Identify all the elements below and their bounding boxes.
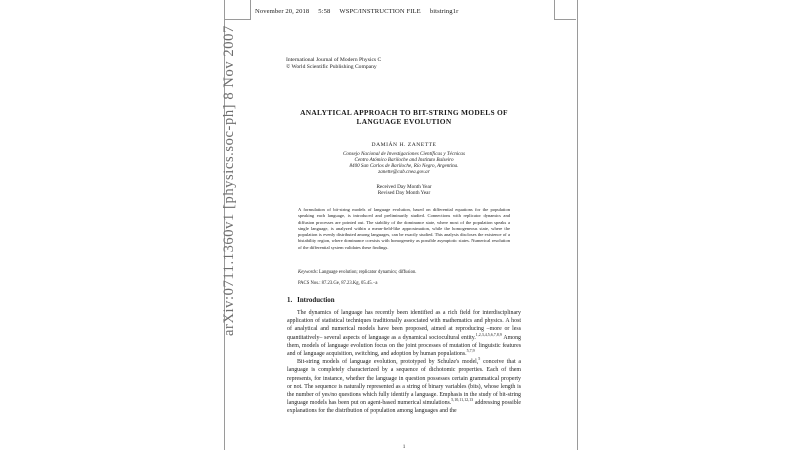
title-line-2: LANGUAGE EVOLUTION <box>356 117 452 126</box>
affiliation <box>287 151 521 175</box>
revised-line: Revised Day Month Year <box>377 190 431 197</box>
page-number: 1 <box>402 444 406 450</box>
keywords-label: Keywords <box>298 270 317 275</box>
journal-info <box>286 57 381 71</box>
paragraph-text: addressing possible explanations for the distribution of population among languages and the <box>287 400 521 415</box>
section-number: 1. <box>287 297 293 304</box>
pacs-numbers: PACS Nos.: 87.23.Ge, 87.23.Kg, 05.45.−a <box>298 281 378 286</box>
author-email: zanette@cab.cnea.gov.ar <box>378 169 430 176</box>
keywords <box>298 270 510 275</box>
journal-name: International Journal of Modern Physics C <box>286 57 382 63</box>
header-file: WSPC/INSTRUCTION FILE <box>339 8 421 15</box>
affiliation-line: Consejo Nacional de Investigaciones Científicas y Técnicas <box>343 151 465 157</box>
crop-mark <box>224 19 251 20</box>
keywords-text: : Language evolution; replicator dynamics; diffusion. <box>316 270 417 275</box>
paper-title <box>287 108 521 126</box>
paragraph-text: conceive that a language is completely characterized by a sequence of dichotomic properties. Each of them represents, for instance, whether the language in question possesses certain grammatical property or not. The sequence is naturally represented as a string of binary variables (bits), whose length is the number of yes/no questions which fully identify a language. Emphasis in the study of bit-string language models has been put on agent-based numerical simulations. <box>287 359 521 407</box>
section-title: Introduction <box>297 297 335 304</box>
header-time: 5:58 <box>318 8 331 15</box>
title-line-1: ANALYTICAL APPROACH TO BIT-STRING MODELS OF <box>300 108 508 117</box>
body-text <box>287 309 521 416</box>
affiliation-line: Centro Atómico Bariloche and Instituto Balseiro <box>354 157 454 164</box>
received-line: Received Day Month Year <box>376 184 432 190</box>
crop-mark <box>250 0 251 20</box>
citation: 1,2,3,4,5,6,7,8,9 <box>475 331 502 337</box>
paragraph <box>287 309 521 358</box>
paragraph-text: Bit-string models of language evolution, prototyped by Schulze's model, <box>297 359 479 366</box>
journal-copyright: © World Scientific Publishing Company <box>286 64 377 71</box>
section-heading <box>287 297 335 304</box>
paragraph-text: Among them, models of language evolution focus on the joint processes of mutation of linguistic features and of language acquisition, switching, and adoption by human populations. <box>287 334 521 358</box>
citation: 5,7,9 <box>466 348 475 354</box>
affiliation-line: 8400 San Carlos de Bariloche, Río Negro, Argentina. <box>349 163 459 170</box>
header-date: November 20, 2018 <box>255 8 310 15</box>
received-dates <box>287 184 521 197</box>
header-name: bitstring1r <box>429 8 459 15</box>
abstract: A formulation of bit-string models of language evolution, based on differential equations for the population speaking each language, is introduced and preliminarily studied. Connections with replicator dynamics and diffusion processes are pointed out. The stability of the dominance state, where most of the population speaks a single language, is analyzed within a mean-field-like approximation, while the homogeneous state, where the population is evenly distributed among languages, can be exactly studied. This analysis discloses the existence of a bistability region, where dominance coexists with homogeneity as possible asymptotic states. Numerical resolution of the differential system validates these findings. <box>298 207 510 250</box>
author-name: DAMIÁN H. ZANETTE <box>371 142 437 148</box>
running-header <box>255 8 555 15</box>
paragraph-text: The dynamics of language has recently been identified as a rich field for interdisciplinary application of statistical techniques traditionally associated with mathematics and physics. A host of analytical and numerical models have been proposed, aimed at reproducing –more or less quantitatively– several aspects of language as a dynamical sociocultural entity. <box>287 310 521 341</box>
crop-mark <box>554 19 576 20</box>
citation: 5 <box>478 356 481 362</box>
arxiv-stamp: arXiv:0711.1360v1 [physics.soc-ph] 8 Nov 2007 <box>221 25 237 336</box>
paragraph <box>287 358 521 415</box>
citation: 5,10,11,12,13 <box>451 397 474 403</box>
